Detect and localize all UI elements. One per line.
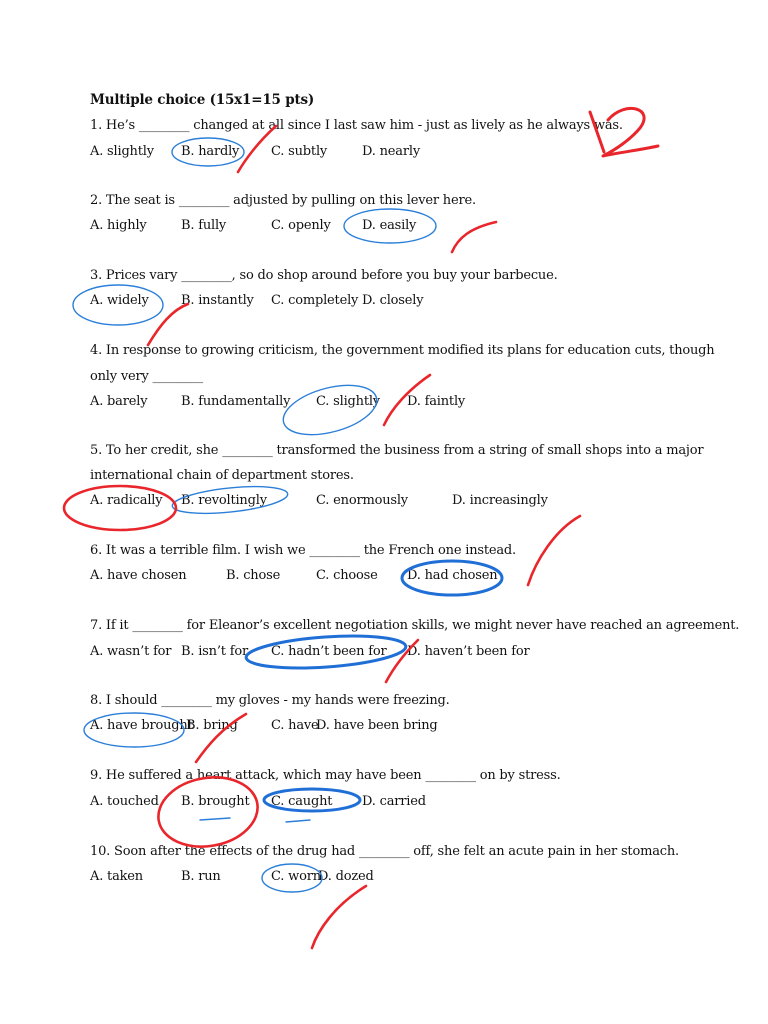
- question-7-text: 7. If it ________ for Eleanor’s excellent negotiation skills, we might never have reached an agreement.: [90, 618, 740, 633]
- q6-option-b: B. chose: [226, 568, 281, 583]
- q5-option-c: C. enormously: [316, 493, 408, 508]
- q7-option-a: A. wasn’t for: [90, 644, 172, 659]
- q1-option-b: B. hardly: [181, 144, 240, 159]
- q10-option-a: A. taken: [90, 869, 143, 884]
- check-mark-q3: [148, 304, 188, 345]
- q10-option-b: B. run: [181, 869, 221, 884]
- q3-option-b: B. instantly: [181, 293, 254, 308]
- q1-option-c: C. subtly: [271, 144, 328, 159]
- q5-option-b: B. revoltingly: [181, 493, 267, 508]
- question-5-text-cont: international chain of department stores.: [90, 468, 354, 483]
- q4-option-d: D. faintly: [407, 394, 466, 409]
- q2-option-c: C. openly: [271, 218, 331, 233]
- question-4-text: 4. In response to growing criticism, the government modified its plans for education cuts, though: [90, 343, 715, 358]
- q8-option-d: D. have been bring: [316, 718, 438, 733]
- q4-option-c: C. slightly: [316, 394, 380, 409]
- q1-option-a: A. slightly: [90, 144, 154, 159]
- q9-option-b: B. brought: [181, 794, 250, 809]
- check-mark-q6: [528, 516, 580, 585]
- q8-option-c: C. have: [271, 718, 319, 733]
- q8-option-a: A. have brought: [90, 718, 193, 733]
- section-title: Multiple choice (15x1=15 pts): [90, 92, 315, 108]
- q3-option-c: C. completely: [271, 293, 359, 308]
- q9-option-c: C. caught: [271, 794, 333, 809]
- q2-option-b: B. fully: [181, 218, 227, 233]
- question-1-text: 1. He’s ________ changed at all since I last saw him - just as lively as he always was.: [90, 118, 623, 133]
- q9-option-a: A. touched: [90, 794, 159, 809]
- question-2-text: 2. The seat is ________ adjusted by pulling on this lever here.: [90, 193, 476, 208]
- q7-option-c: C. hadn’t been for: [271, 644, 387, 659]
- q7-option-d: D. haven’t been for: [407, 644, 530, 659]
- question-10-text: 10. Soon after the effects of the drug had ________ off, she felt an acute pain in her stomach.: [90, 844, 679, 859]
- underline-q9-c: [286, 820, 310, 822]
- q6-option-c: C. choose: [316, 568, 378, 583]
- question-8-text: 8. I should ________ my gloves - my hands were freezing.: [90, 693, 450, 708]
- question-4-text-cont: only very ________: [90, 369, 203, 384]
- q4-option-b: B. fundamentally: [181, 394, 291, 409]
- q3-option-d: D. closely: [362, 293, 424, 308]
- q4-option-a: A. barely: [90, 394, 148, 409]
- question-3-text: 3. Prices vary ________, so do shop around before you buy your barbecue.: [90, 268, 558, 283]
- q8-option-b: B. bring: [186, 718, 238, 733]
- answer-circle-q4: [278, 376, 382, 443]
- q1-option-d: D. nearly: [362, 144, 420, 159]
- check-mark-q10: [312, 886, 366, 948]
- q3-option-a: A. widely: [90, 293, 149, 308]
- q6-option-d: D. had chosen: [407, 568, 498, 583]
- question-9-text: 9. He suffered a heart attack, which may have been ________ on by stress.: [90, 768, 561, 783]
- q10-option-d: D. dozed: [318, 869, 374, 884]
- question-5-text: 5. To her credit, she ________ transformed the business from a string of small shops into a major: [90, 443, 704, 458]
- question-6-text: 6. It was a terrible film. I wish we ________ the French one instead.: [90, 543, 516, 558]
- q2-option-a: A. highly: [90, 218, 147, 233]
- q10-option-c: C. worn: [271, 869, 321, 884]
- q7-option-b: B. isn’t for: [181, 644, 248, 659]
- q9-option-d: D. carried: [362, 794, 426, 809]
- q6-option-a: A. have chosen: [90, 568, 187, 583]
- q5-option-a: A. radically: [90, 493, 163, 508]
- underline-q9-b: [200, 818, 230, 820]
- check-mark-q2: [452, 222, 496, 252]
- q2-option-d: D. easily: [362, 218, 417, 233]
- q5-option-d: D. increasingly: [452, 493, 548, 508]
